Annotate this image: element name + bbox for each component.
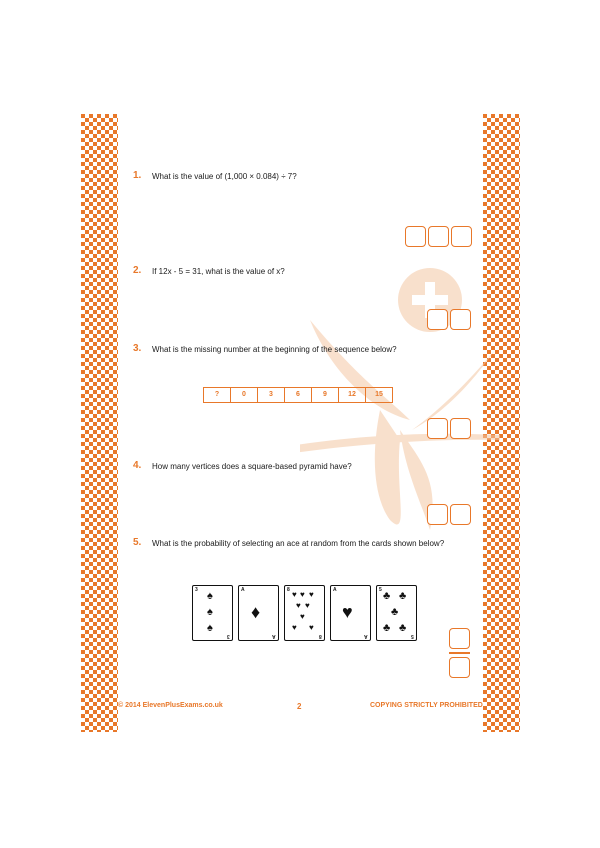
denominator-box[interactable] <box>449 657 470 678</box>
club-icon: ♣ <box>383 590 391 602</box>
sequence-cell: 15 <box>375 391 383 398</box>
answer-boxes-2[interactable] <box>427 309 473 330</box>
heart-icon: ♥ <box>309 623 314 632</box>
question-number: 2. <box>133 265 142 276</box>
footer-warning: COPYING STRICTLY PROHIBITED <box>370 702 483 709</box>
question-text: If 12x - 5 = 31, what is the value of x? <box>152 267 285 276</box>
heart-icon: ♥ <box>342 602 353 622</box>
playing-cards <box>192 585 422 641</box>
card-rank: 5 <box>411 633 414 639</box>
spade-icon: ♠ <box>207 590 213 602</box>
answer-box[interactable] <box>450 504 471 525</box>
number-sequence <box>203 387 393 403</box>
playing-card <box>238 585 279 641</box>
checkered-border-left <box>81 114 118 732</box>
answer-box[interactable] <box>428 226 449 247</box>
card-rank: 8 <box>287 587 290 593</box>
question-number: 4. <box>133 460 142 471</box>
question-text: What is the missing number at the beginning of the sequence below? <box>152 345 397 354</box>
diamond-icon: ♦ <box>251 602 261 622</box>
footer-copyright: © 2014 ElevenPlusExams.co.uk <box>118 702 223 709</box>
club-icon: ♣ <box>391 606 399 618</box>
playing-card <box>284 585 325 641</box>
answer-boxes-4[interactable] <box>427 504 473 525</box>
sequence-cell: ? <box>204 388 231 402</box>
card-rank: A <box>272 633 276 639</box>
heart-icon: ♥ <box>296 601 301 610</box>
card-rank: A <box>364 633 368 639</box>
sequence-cell: 6 <box>285 388 312 402</box>
fraction-bar <box>449 652 470 654</box>
sequence-cell: 0 <box>231 388 258 402</box>
question-text: What is the probability of selecting an ace at random from the cards shown below? <box>152 539 445 548</box>
club-icon: ♣ <box>399 622 407 634</box>
answer-boxes-1[interactable] <box>405 226 474 247</box>
answer-box[interactable] <box>427 504 448 525</box>
answer-box[interactable] <box>450 418 471 439</box>
heart-icon: ♥ <box>300 590 305 599</box>
question-text: How many vertices does a square-based pyramid have? <box>152 462 352 471</box>
card-rank: A <box>241 587 245 593</box>
heart-icon: ♥ <box>300 612 305 621</box>
heart-icon: ♥ <box>309 590 314 599</box>
spade-icon: ♠ <box>207 606 213 618</box>
heart-icon: ♥ <box>292 590 297 599</box>
answer-box[interactable] <box>427 309 448 330</box>
page-number: 2 <box>297 702 302 711</box>
heart-icon: ♥ <box>292 623 297 632</box>
playing-card <box>192 585 233 641</box>
card-rank: 5 <box>379 587 382 593</box>
fraction-answer[interactable] <box>449 628 469 678</box>
sequence-cell: 12 <box>339 388 366 402</box>
playing-card <box>376 585 417 641</box>
spade-icon: ♠ <box>207 622 213 634</box>
question-number: 1. <box>133 170 142 181</box>
card-rank: A <box>333 587 337 593</box>
card-rank: 8 <box>319 633 322 639</box>
question-text: What is the value of (1,000 × 0.084) ÷ 7? <box>152 172 297 181</box>
numerator-box[interactable] <box>449 628 470 649</box>
card-rank: 3 <box>195 587 198 593</box>
heart-icon: ♥ <box>305 601 310 610</box>
answer-boxes-3[interactable] <box>427 418 473 439</box>
sequence-cell: 9 <box>312 388 339 402</box>
club-icon: ♣ <box>399 590 407 602</box>
answer-box[interactable] <box>450 309 471 330</box>
sequence-cell: 3 <box>258 388 285 402</box>
card-rank: 3 <box>227 633 230 639</box>
answer-box[interactable] <box>405 226 426 247</box>
question-number: 5. <box>133 537 142 548</box>
answer-box[interactable] <box>427 418 448 439</box>
club-icon: ♣ <box>383 622 391 634</box>
answer-box[interactable] <box>451 226 472 247</box>
question-number: 3. <box>133 343 142 354</box>
playing-card <box>330 585 371 641</box>
